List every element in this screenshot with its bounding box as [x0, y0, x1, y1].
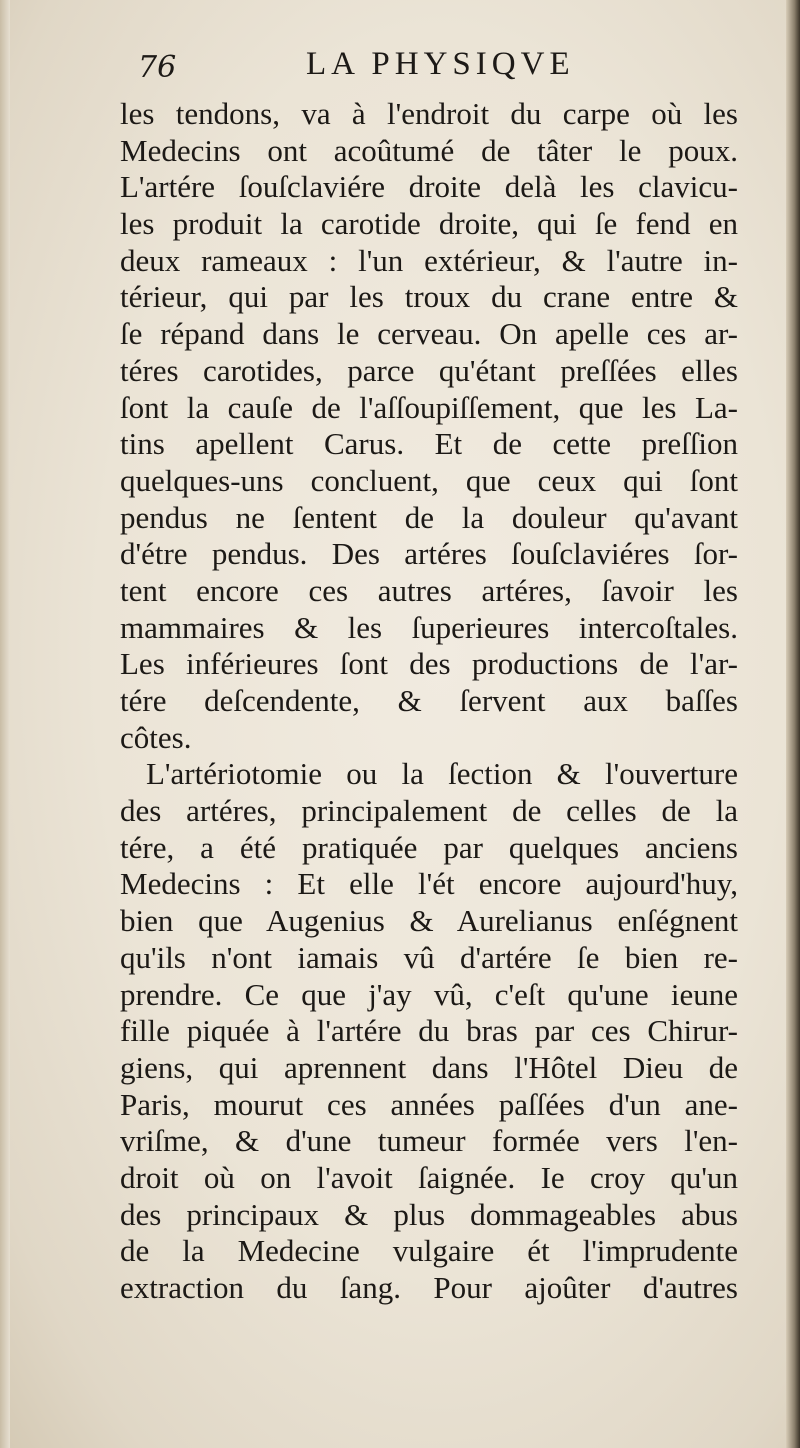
text-line: ſe répand dans le cerveau. On apelle ces ar-	[120, 316, 738, 352]
page-gutter-shadow	[786, 0, 800, 1448]
text-line: deux rameaux : l'un extérieur, & l'autre in-	[120, 242, 738, 278]
text-line: Medecins : Et elle l'ét encore aujourd'huy,	[120, 866, 738, 902]
text-line: côtes.	[120, 719, 192, 755]
text-line: vriſme, & d'une tumeur formée vers l'en-	[120, 1123, 738, 1159]
text-line: tent encore ces autres artéres, ſavoir les	[120, 572, 738, 608]
text-line: Paris, mourut ces années paſſées d'un ane-	[120, 1086, 738, 1122]
text-line: de la Medecine vulgaire ét l'imprudente	[120, 1233, 738, 1269]
text-line: droit où on l'avoit ſaignée. Ie croy qu'un	[120, 1159, 738, 1195]
page-header	[138, 44, 738, 96]
text-line: mammaires & les ſuperieures intercoſtales.	[120, 609, 738, 645]
text-line: téres carotides, parce qu'étant preſſées elles	[120, 352, 738, 388]
text-line: les produit la carotide droite, qui ſe fend en	[120, 206, 738, 242]
page-left-edge	[0, 0, 10, 1448]
text-line: ſont la cauſe de l'aſſoupiſſement, que les La-	[120, 389, 738, 425]
text-line: L'artére ſouſclaviére droite delà les clavicu-	[120, 169, 738, 205]
text-line: extraction du ſang. Pour ajoûter d'autres	[120, 1270, 738, 1305]
text-line: tére deſcendente, & ſervent aux baſſes	[120, 683, 738, 718]
body-text	[120, 96, 738, 1307]
text-line: Les inférieures ſont des productions de l'ar-	[120, 646, 738, 682]
text-line: quelques-uns concluent, que ceux qui ſont	[120, 462, 738, 498]
text-line: d'étre pendus. Des artéres ſouſclaviéres ſor-	[120, 536, 738, 572]
text-line: fille piquée à l'artére du bras par ces Chirur-	[120, 1013, 738, 1049]
text-line: des principaux & plus dommageables abus	[120, 1196, 738, 1232]
text-line: tére, a été pratiquée par quelques anciens	[120, 829, 738, 865]
text-line: tins apellent Carus. Et de cette preſſion	[120, 426, 738, 462]
text-line: L'artériotomie ou la ſection & l'ouverture	[146, 756, 738, 792]
page-number: 76	[138, 50, 177, 85]
text-line: les tendons, va à l'endroit du carpe où les	[120, 96, 738, 131]
text-line: des artéres, principalement de celles de la	[120, 793, 738, 829]
text-line: giens, qui aprennent dans l'Hôtel Dieu de	[120, 1049, 738, 1085]
text-line: térieur, qui par les troux du crane entre &	[120, 279, 738, 315]
running-title: LA PHYSIQVE	[306, 46, 575, 82]
text-line: qu'ils n'ont iamais vû d'artére ſe bien re-	[120, 939, 738, 975]
text-line: Medecins ont acoûtumé de tâter le poux.	[120, 132, 738, 168]
text-line: prendre. Ce que j'ay vû, c'eſt qu'une ieune	[120, 976, 738, 1012]
text-line: pendus ne ſentent de la douleur qu'avant	[120, 499, 738, 535]
text-line: bien que Augenius & Aurelianus enſégnent	[120, 903, 738, 939]
